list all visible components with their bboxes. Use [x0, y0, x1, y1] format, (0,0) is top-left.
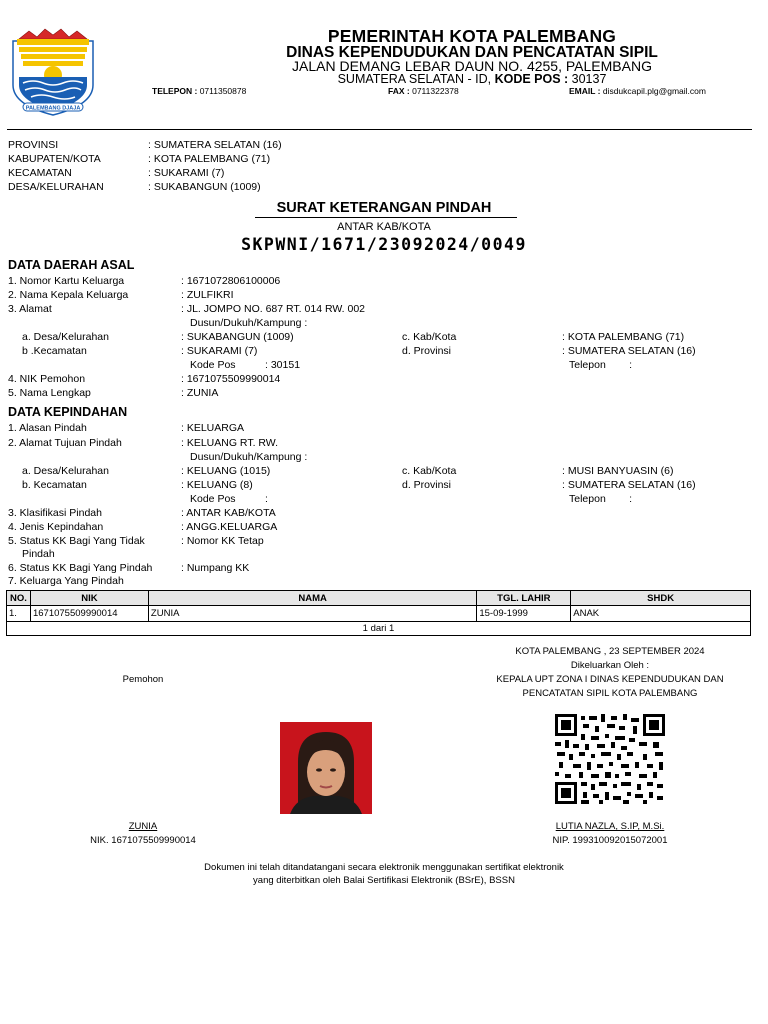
col-header-nik: NIK — [30, 591, 148, 606]
move-village-label: a. Desa/Kelurahan — [22, 465, 109, 477]
table-header-row — [7, 591, 751, 606]
origin-name-value: : ZUNIA — [181, 387, 219, 399]
move-province-value: : SUMATERA SELATAN (16) — [562, 479, 696, 491]
phone-line: TELEPON : 0711350878 — [152, 86, 247, 96]
page-indicator: 1 dari 1 — [6, 621, 751, 636]
move-postal-value: : — [265, 493, 268, 505]
email-line: EMAIL : disdukcapil.plg@gmail.com — [569, 86, 706, 96]
applicant-nik: NIK. 1671075509990014 — [90, 835, 196, 846]
move-village-value: : KELUANG (1015) — [181, 465, 271, 477]
official-title-line2: PENCATATAN SIPIL KOTA PALEMBANG — [522, 688, 698, 699]
region-village-value: : SUKABANGUN (1009) — [148, 181, 261, 193]
col-header-no: NO. — [7, 591, 31, 606]
title-underline — [255, 217, 517, 218]
origin-province-label: d. Provinsi — [402, 345, 452, 357]
footer-line2: yang diterbitkan oleh Balai Sertifikasi Elektronik (BSrE), BSSN — [253, 875, 515, 886]
move-kk-stay-label-cont: Pindah — [22, 548, 55, 560]
region-village-label: DESA/KELURAHAN — [8, 181, 104, 193]
region-city-label: KABUPATEN/KOTA — [8, 153, 101, 165]
col-header-birthdate: TGL. LAHIR — [477, 591, 571, 606]
document-subtitle: ANTAR KAB/KOTA — [337, 221, 431, 233]
move-district-value: : KELUANG (8) — [181, 479, 253, 491]
origin-kk-value: : 1671072806100006 — [181, 275, 281, 287]
origin-district-label: b .Kecamatan — [22, 345, 87, 357]
place-date: KOTA PALEMBANG , 23 SEPTEMBER 2024 — [515, 646, 705, 657]
move-family-label: 7. Keluarga Yang Pindah — [8, 575, 124, 587]
fax-line: FAX : 0711322378 — [388, 86, 459, 96]
dept-address: JALAN DEMANG LEBAR DAUN NO. 4255, PALEMBANG — [292, 58, 652, 74]
applicant-photo — [280, 722, 372, 814]
move-kk-stay-label: 5. Status KK Bagi Yang Tidak — [8, 535, 145, 547]
origin-address-label: 3. Alamat — [8, 303, 52, 315]
origin-postal-value: : 30151 — [265, 359, 301, 371]
region-province-value: : SUMATERA SELATAN (16) — [148, 139, 282, 151]
city-emblem-logo — [9, 27, 97, 117]
region-district-label: KECAMATAN — [8, 167, 72, 179]
origin-address-value: : JL. JOMPO NO. 687 RT. 014 RW. 002 — [181, 303, 366, 315]
origin-phone-label: Telepon : — [569, 359, 633, 371]
family-members-table — [6, 590, 751, 622]
cell-name: ZUNIA — [148, 606, 476, 622]
origin-head-label: 2. Nama Kepala Keluarga — [8, 289, 129, 301]
section-origin-heading: DATA DAERAH ASAL — [8, 258, 135, 272]
move-kk-stay-value: : Nomor KK Tetap — [181, 535, 264, 547]
move-reason-label: 1. Alasan Pindah — [8, 422, 87, 434]
origin-dusun-label: Dusun/Dukuh/Kampung : — [190, 317, 308, 329]
origin-city-label: c. Kab/Kota — [402, 331, 457, 343]
origin-nik-value: : 1671075509990014 — [181, 373, 281, 385]
logo-banner-text: PALEMBANG DJAJA — [25, 105, 81, 112]
applicant-name: ZUNIA — [128, 821, 158, 832]
move-kk-moving-value: : Numpang KK — [181, 562, 250, 574]
cell-shdk: ANAK — [571, 606, 751, 622]
origin-province-value: : SUMATERA SELATAN (16) — [562, 345, 696, 357]
origin-head-value: : ZULFIKRI — [181, 289, 234, 301]
move-class-value: : ANTAR KAB/KOTA — [181, 507, 276, 519]
move-district-label: b. Kecamatan — [22, 479, 87, 491]
cell-nik: 1671075509990014 — [30, 606, 148, 622]
origin-village-label: a. Desa/Kelurahan — [22, 331, 109, 343]
origin-postal-label: Kode Pos — [190, 359, 236, 371]
official-nip: NIP. 199310092015072001 — [552, 835, 668, 846]
move-class-label: 3. Klasifikasi Pindah — [8, 507, 102, 519]
move-type-label: 4. Jenis Kepindahan — [8, 521, 104, 533]
cell-no: 1. — [7, 606, 31, 622]
document-title: SURAT KETERANGAN PINDAH — [276, 200, 492, 216]
header-divider — [7, 129, 752, 130]
dept-name: DINAS KEPENDUDUKAN DAN PENCATATAN SIPIL — [286, 44, 658, 61]
region-province-label: PROVINSI — [8, 139, 59, 151]
origin-city-value: : KOTA PALEMBANG (71) — [562, 331, 685, 343]
move-phone-label: Telepon : — [569, 493, 633, 505]
origin-kk-label: 1. Nomor Kartu Keluarga — [8, 275, 125, 287]
origin-name-label: 5. Nama Lengkap — [8, 387, 91, 399]
move-reason-value: : KELUARGA — [181, 422, 245, 434]
document-number: SKPWNI/1671/23092024/0049 — [241, 235, 527, 254]
move-province-label: d. Provinsi — [402, 479, 452, 491]
move-address-label: 2. Alamat Tujuan Pindah — [8, 437, 122, 449]
move-kk-moving-label: 6. Status KK Bagi Yang Pindah — [8, 562, 153, 574]
portrait-illustration — [280, 722, 372, 814]
qr-code — [555, 714, 665, 804]
col-header-name: NAMA — [148, 591, 476, 606]
region-postal: SUMATERA SELATAN - ID, KODE POS : 30137 — [337, 72, 607, 86]
move-city-label: c. Kab/Kota — [402, 465, 457, 477]
origin-village-value: : SUKABANGUN (1009) — [181, 331, 294, 343]
move-postal-label: Kode Pos — [190, 493, 236, 505]
table-row — [7, 606, 751, 622]
origin-district-value: : SUKARAMI (7) — [181, 345, 258, 357]
region-district-value: : SUKARAMI (7) — [148, 167, 225, 179]
issued-by-label: Dikeluarkan Oleh : — [570, 660, 650, 671]
col-header-shdk: SHDK — [571, 591, 751, 606]
official-name: LUTIA NAZLA, S.IP, M.Si. — [555, 821, 665, 832]
cell-birthdate: 15-09-1999 — [477, 606, 571, 622]
move-address-value: : KELUANG RT. RW. — [181, 437, 279, 449]
origin-nik-label: 4. NIK Pemohon — [8, 373, 86, 385]
org-name: PEMERINTAH KOTA PALEMBANG — [327, 26, 617, 46]
move-city-value: : MUSI BANYUASIN (6) — [562, 465, 674, 477]
applicant-label: Pemohon — [122, 674, 164, 685]
move-type-value: : ANGG.KELUARGA — [181, 521, 278, 533]
region-city-value: : KOTA PALEMBANG (71) — [148, 153, 271, 165]
footer-line1: Dokumen ini telah ditandatangani secara elektronik menggunakan sertifikat elektronik — [204, 862, 564, 873]
section-move-heading: DATA KEPINDAHAN — [8, 405, 128, 419]
official-title-line1: KEPALA UPT ZONA I DINAS KEPENDUDUKAN DAN — [496, 674, 724, 685]
move-dusun-label: Dusun/Dukuh/Kampung : — [190, 451, 308, 463]
